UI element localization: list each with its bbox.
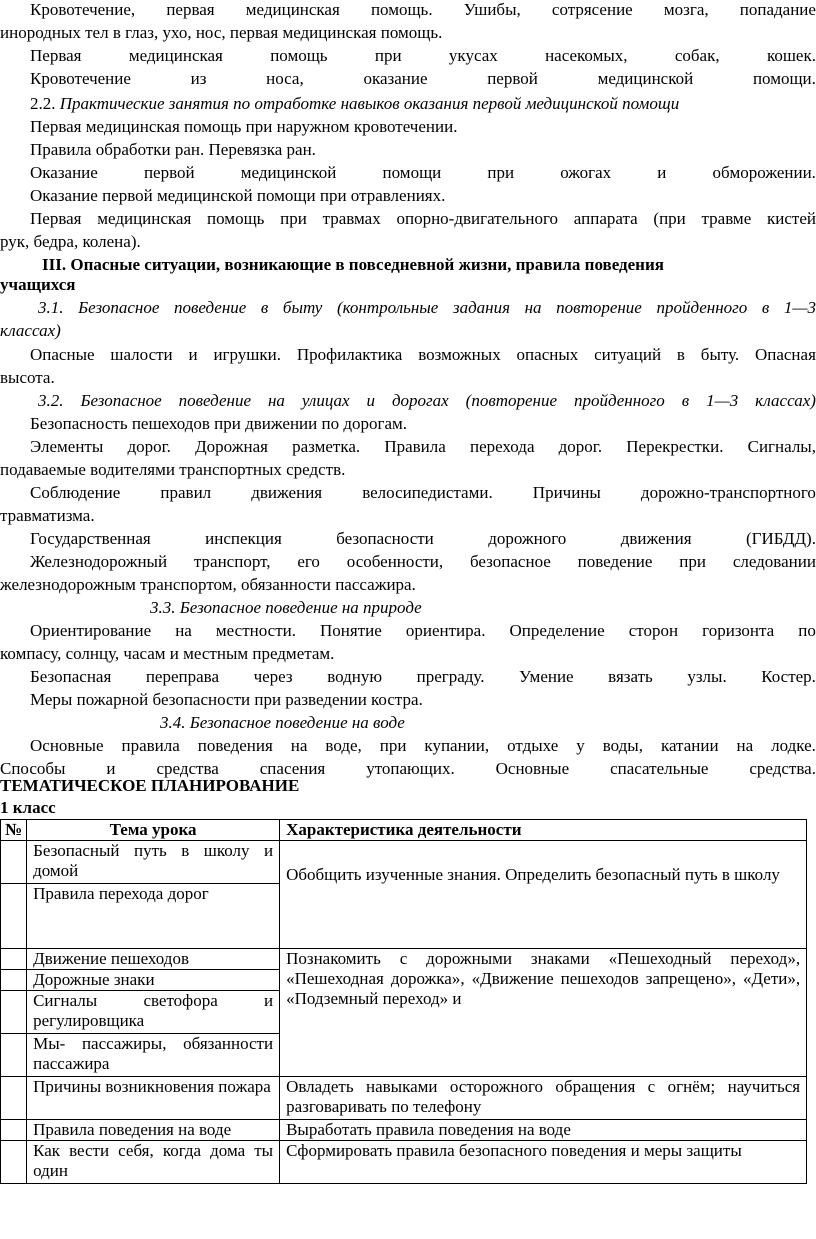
section-2-2-heading: [0, 94, 816, 114]
word: возможных: [418, 345, 501, 364]
word: катании: [660, 736, 719, 755]
word: (повторение: [465, 391, 558, 410]
word: Безопасное: [78, 298, 160, 317]
header-number: №: [1, 820, 27, 841]
body-line: [0, 437, 816, 457]
body-line: подаваемые водителями транспортных средств.: [0, 460, 346, 479]
word: правил: [160, 483, 212, 502]
row-number: [1, 970, 27, 991]
word: на: [524, 298, 542, 317]
word: Определение: [509, 621, 605, 640]
word: первая: [166, 0, 215, 19]
word: первой: [487, 69, 538, 88]
body-line: [0, 529, 816, 549]
topic-cell: Мы- пассажиры, обязанности пассажира: [27, 1034, 280, 1077]
row-number: [1, 991, 27, 1034]
word: аппарата: [573, 209, 638, 228]
word: быту: [282, 298, 323, 317]
word: помощь: [207, 209, 265, 228]
word: средства: [156, 759, 219, 778]
row-number: [1, 1077, 27, 1120]
word: отдыхе: [507, 736, 559, 755]
word: Кровотечение: [30, 69, 131, 88]
header-activity: Характеристика деятельности: [280, 820, 807, 841]
word: в: [260, 298, 269, 317]
word: (ГИБДД).: [745, 529, 816, 548]
word: средства.: [749, 759, 816, 778]
word: Умение: [519, 667, 574, 686]
word: помощь: [270, 46, 328, 65]
body-line: компасу, солнцу, часам и местным предметам.: [0, 644, 335, 663]
word: Перекрестки.: [626, 437, 724, 456]
word: Безопасное: [80, 391, 162, 410]
word: медицинской: [597, 69, 694, 88]
section-number: 2.2.: [30, 94, 56, 113]
word: на: [175, 621, 192, 640]
word: обморожении.: [712, 163, 816, 182]
word: в: [676, 345, 685, 364]
body-line: [0, 345, 816, 365]
row-number: [1, 1141, 27, 1184]
body-line: [0, 667, 816, 687]
word: спасения: [259, 759, 326, 778]
word: Основные: [30, 736, 104, 755]
word: травме: [701, 209, 752, 228]
section-3-1-heading-cont: классах): [0, 321, 61, 340]
body-line: [0, 69, 816, 89]
word: при: [679, 552, 706, 571]
body-line: [0, 552, 816, 572]
word: классах): [755, 391, 816, 410]
thematic-planning-table: [0, 819, 807, 1184]
word: движения: [251, 483, 323, 502]
word: травмах: [322, 209, 381, 228]
word: Дорожная: [195, 437, 268, 456]
word: сотрясение: [551, 0, 633, 19]
activity-cell: Овладеть навыками осторожного обращения с огнём; научиться разговаривать по телефону: [280, 1077, 807, 1120]
word: медицинская: [97, 209, 192, 228]
word: Оказание: [30, 163, 98, 182]
word: Безопасная: [30, 667, 112, 686]
word: помощь.: [370, 0, 433, 19]
word: мозга,: [663, 0, 709, 19]
word: в: [681, 391, 690, 410]
word: воды,: [602, 736, 643, 755]
word: Первая: [30, 46, 82, 65]
word: Опасные: [30, 345, 95, 364]
row-number: [1, 841, 27, 884]
table-row: [1, 1141, 807, 1184]
word: на: [736, 736, 754, 755]
word: задания: [452, 298, 511, 317]
word: оказание: [363, 69, 428, 88]
body-line: железнодорожным транспортом, обязанности пассажира.: [0, 575, 416, 594]
word: пройденного: [656, 298, 748, 317]
word: через: [253, 667, 293, 686]
word: дорог.: [558, 437, 603, 456]
body-line: Оказание первой медицинской помощи при отравлениях.: [30, 186, 446, 205]
row-number: [1, 1120, 27, 1141]
word: медицинская: [128, 46, 223, 65]
word: Государственная: [30, 529, 151, 548]
word: опасных: [516, 345, 579, 364]
word: улицах: [301, 391, 350, 410]
word: Правила: [384, 437, 446, 456]
word: игрушки.: [213, 345, 281, 364]
word: Основные: [495, 759, 570, 778]
word: по: [798, 621, 816, 640]
word: в: [761, 298, 770, 317]
word: при: [379, 736, 407, 755]
word: медицинская: [245, 0, 340, 19]
word: насекомых,: [545, 46, 628, 65]
word: быту.: [700, 345, 740, 364]
word: сторон: [628, 621, 679, 640]
table-row: [1, 1120, 807, 1141]
word: Причины: [532, 483, 601, 502]
section-3-heading-cont: учащихся: [0, 275, 76, 294]
topic-cell: Как вести себя, когда дома ты один: [27, 1141, 280, 1184]
row-number: [1, 949, 27, 970]
topic-cell: Дорожные знаки: [27, 970, 280, 991]
word: перехода: [469, 437, 535, 456]
body-line: [0, 209, 816, 229]
body-line: высота.: [0, 368, 55, 387]
word: Железнодорожный: [30, 552, 168, 571]
word: лодке.: [771, 736, 816, 755]
section-title: Практические занятия по отработке навыков оказания первой медицинской помощи: [59, 94, 680, 113]
word: 3.2.: [38, 391, 64, 410]
table-row: [1, 841, 807, 884]
topic-cell: Правила поведения на воде: [27, 1120, 280, 1141]
word: (контрольные: [336, 298, 439, 317]
body-line: Меры пожарной безопасности при разведении костра.: [30, 690, 423, 709]
planning-heading: ТЕМАТИЧЕСКОЕ ПЛАНИРОВАНИЕ: [0, 776, 300, 795]
section-title: Опасные ситуации, возникающие в повседневной жизни, правила поведения: [70, 255, 664, 274]
word: Сигналы,: [747, 437, 816, 456]
word: Опасная: [754, 345, 816, 364]
word: при: [487, 163, 515, 182]
topic-cell: Движение пешеходов: [27, 949, 280, 970]
word: помощи.: [752, 69, 816, 88]
word: ожогах: [560, 163, 612, 182]
word: узлы.: [687, 667, 727, 686]
word: утопающих.: [366, 759, 455, 778]
table-row: [1, 1077, 807, 1120]
word: инспекция: [205, 529, 282, 548]
word: Ушибы,: [463, 0, 521, 19]
word: горизонта: [702, 621, 775, 640]
topic-cell: Причины возникновения пожара: [27, 1077, 280, 1120]
word: на: [290, 736, 308, 755]
word: и: [657, 163, 667, 182]
section-3-heading: [0, 255, 816, 275]
word: при: [374, 46, 402, 65]
row-number: [1, 1034, 27, 1077]
word: Соблюдение: [30, 483, 121, 502]
body-line: травматизма.: [0, 506, 95, 525]
word: правила: [121, 736, 180, 755]
word: попадание: [739, 0, 816, 19]
word: дорог.: [127, 437, 171, 456]
word: Элементы: [30, 437, 104, 456]
body-line: Первая медицинская помощь при наружном кровотечении.: [30, 117, 458, 136]
word: Способы: [0, 759, 66, 778]
word: дорожного: [488, 529, 567, 548]
word: ситуаций: [594, 345, 662, 364]
grade-label: 1 класс: [0, 798, 56, 817]
word: и: [106, 759, 116, 778]
word: 1—3: [783, 298, 816, 317]
body-line: [0, 163, 816, 183]
word: следовании: [732, 552, 816, 571]
word: Профилактика: [296, 345, 403, 364]
section-3-3-heading: 3.3. Безопасное поведение на природе: [150, 598, 422, 617]
word: поведение: [577, 552, 653, 571]
word: и: [366, 391, 376, 410]
section-3-4-heading: 3.4. Безопасное поведение на воде: [160, 713, 405, 732]
section-3-2-heading: [0, 391, 816, 411]
word: Первая: [30, 209, 82, 228]
word: транспорт,: [193, 552, 271, 571]
word: укусах: [448, 46, 498, 65]
topic-cell: Сигналы светофора и регулировщика: [27, 991, 280, 1034]
word: местности.: [215, 621, 296, 640]
word: Ориентирование: [30, 621, 152, 640]
activity-cell: Обобщить изученные знания. Определить безопасный путь в школу: [280, 841, 807, 949]
word: Кровотечение,: [30, 0, 136, 19]
activity-cell: Сформировать правила безопасного поведения и меры защиты: [280, 1141, 807, 1184]
body-line: рук, бедра, колена).: [0, 232, 141, 251]
word: собак,: [674, 46, 720, 65]
word: из: [190, 69, 207, 88]
word: при: [280, 209, 307, 228]
word: купании,: [424, 736, 490, 755]
word: вязать: [608, 667, 653, 686]
header-topic: Тема урока: [27, 820, 280, 841]
word: велосипедистами.: [362, 483, 493, 502]
word: (при: [653, 209, 686, 228]
word: шалости: [110, 345, 173, 364]
word: спасательные: [610, 759, 709, 778]
word: Понятие: [320, 621, 382, 640]
word: переправа: [145, 667, 220, 686]
activity-cell: Выработать правила поведения на воде: [280, 1120, 807, 1141]
section-3-1-heading: [0, 298, 816, 318]
word: у: [576, 736, 585, 755]
word: его: [297, 552, 320, 571]
activity-cell: Познакомить с дорожными знаками «Пешеходный переход», «Пешеходная дорожка», «Движение пешеходов запрещено», «Дети», «Подземный переход» и: [280, 949, 807, 1077]
word: пройденного: [573, 391, 665, 410]
topic-cell: Правила перехода дорог: [27, 884, 280, 949]
body-line: [0, 736, 816, 756]
body-line: [0, 0, 816, 20]
word: ориентира.: [405, 621, 486, 640]
word: носа,: [266, 69, 304, 88]
row-number: [1, 884, 27, 949]
word: помощи: [382, 163, 442, 182]
word: безопасное: [469, 552, 551, 571]
body-line: [0, 483, 816, 503]
body-line: инородных тел в глаз, ухо, нос, первая медицинская помощь.: [0, 23, 443, 42]
word: повторение: [556, 298, 642, 317]
word: опорно-двигательного: [396, 209, 559, 228]
word: поведение: [173, 298, 247, 317]
word: 1—3: [706, 391, 739, 410]
topic-cell: Безопасный путь в школу и домой: [27, 841, 280, 884]
word: медицинской: [240, 163, 337, 182]
body-line: Безопасность пешеходов при движении по дорогам.: [30, 414, 408, 433]
word: кистей: [767, 209, 816, 228]
word: поведение: [178, 391, 251, 410]
word: движения: [620, 529, 692, 548]
body-line: [0, 46, 816, 66]
word: воде,: [325, 736, 362, 755]
word: преграду.: [416, 667, 485, 686]
word: первой: [143, 163, 195, 182]
word: водную: [327, 667, 383, 686]
word: на: [267, 391, 285, 410]
word: особенности,: [346, 552, 444, 571]
table-header-row: [1, 820, 807, 841]
section-number: III.: [42, 255, 67, 274]
word: безопасности: [336, 529, 434, 548]
word: и: [188, 345, 198, 364]
word: Костер.: [761, 667, 816, 686]
word: поведения: [197, 736, 273, 755]
word: разметка.: [292, 437, 361, 456]
word: 3.1.: [38, 298, 64, 317]
word: дорогах: [391, 391, 449, 410]
table-row: [1, 949, 807, 970]
word: дорожно-транспортного: [640, 483, 816, 502]
body-line: Правила обработки ран. Перевязка ран.: [30, 140, 316, 159]
word: кошек.: [766, 46, 816, 65]
body-line: [0, 621, 816, 641]
